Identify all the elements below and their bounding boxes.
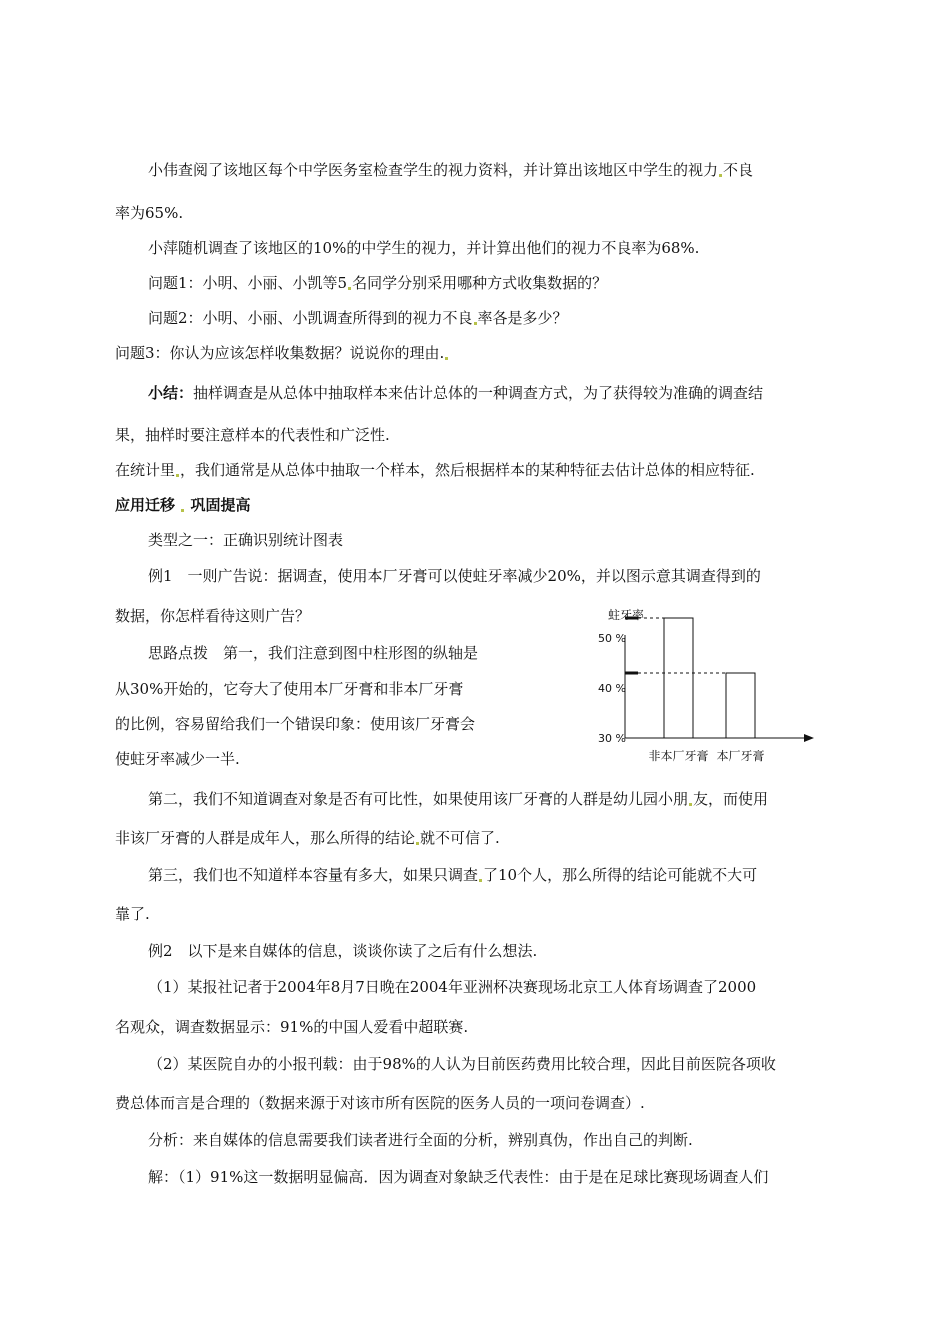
second-point: 第二，我们不知道调查对象是否有可比性，如果使用该厂牙膏的人群是幼儿园小朋 友，而使用 xyxy=(148,790,769,808)
type-heading: 类型之一：正确识别统计图表 xyxy=(148,531,344,549)
category-label: 非本厂牙膏 xyxy=(648,749,709,763)
third-point: 第三，我们也不知道样本容量有多大，如果只调查 了10个人，那么所得的结论可能就不大可 xyxy=(148,866,758,884)
example-2: 例2 以下是来自媒体的信息，谈谈你读了之后有什么想法. xyxy=(148,942,538,960)
edit-mark-icon xyxy=(474,322,477,325)
question-3: 问题3：你认为应该怎样收集数据？说说你的理由. xyxy=(115,343,449,363)
hint-line-4: 使蛀牙率减少一半. xyxy=(115,750,240,768)
edit-mark-icon xyxy=(348,287,351,290)
example-1: 例1 一则广告说：据调查，使用本厂牙膏可以使蛀牙率减少20%，并以图示意其调查得到的 xyxy=(148,567,761,585)
hint-line-3: 的比例，容易留给我们一个错误印象：使用该厂牙膏会 xyxy=(115,715,476,733)
item-2-cont: 费总体而言是合理的（数据来源于对该市所有医院的医务人员的一项问卷调查）. xyxy=(115,1094,645,1112)
edit-mark-icon xyxy=(689,803,692,806)
edit-mark-icon xyxy=(719,174,722,177)
item-1: （1）某报社记者于2004年8月7日晚在2004年亚洲杯决赛现场北京工人体育场调查了2000 xyxy=(148,978,757,996)
edit-mark-icon xyxy=(479,879,482,882)
summary-cont: 果，抽样时要注意样本的代表性和广泛性. xyxy=(115,426,390,444)
edit-mark-icon xyxy=(416,842,419,845)
item-2: （2）某医院自办的小报刊载：由于98%的人认为目前医药费用比较合理，因此目前医院各项收 xyxy=(148,1055,776,1073)
question-1: 问题1：小明、小丽、小凯等5 名同学分别采用哪种方式收集数据的？ xyxy=(148,274,608,292)
hint-line-2: 从30%开始的，它夸大了使用本厂牙膏和非本厂牙膏 xyxy=(115,680,464,698)
x-axis-arrow xyxy=(804,734,814,742)
question-2: 问题2：小明、小丽、小凯调查所得到的视力不良 率各是多少？ xyxy=(148,309,568,327)
para-xiaowei-cont: 率为65%. xyxy=(115,204,184,222)
example-1-cont: 数据，你怎样看待这则广告？ xyxy=(115,607,311,625)
bar-other-brand xyxy=(664,618,693,738)
toothpaste-bar-chart xyxy=(592,600,832,770)
hint-line-1: 思路点拨 第一，我们注意到图中柱形图的纵轴是 xyxy=(148,644,479,662)
summary: 小结：抽样调查是从总体中抽取样本来估计总体的一种调查方式，为了获得较为准确的调查结 xyxy=(148,384,764,402)
para-xiaoping: 小萍随机调查了该地区的10%的中学生的视力，并计算出他们的视力不良率为68%. xyxy=(148,239,700,257)
edit-mark-icon xyxy=(181,509,184,512)
solution: 解：（1）91%这一数据明显偏高．因为调查对象缺乏代表性：由于是在足球比赛现场调查人们 xyxy=(148,1168,769,1186)
y-tick-label: 30 % xyxy=(598,732,626,745)
y-tick-label: 40 % xyxy=(598,682,626,695)
bar-this-brand xyxy=(726,673,755,738)
second-point-cont: 非该厂牙膏的人群是成年人，那么所得的结论 就不可信了. xyxy=(115,829,500,847)
category-label: 本厂牙膏 xyxy=(716,749,765,763)
y-axis-label: 蛀牙率 xyxy=(608,608,645,622)
edit-mark-icon xyxy=(176,474,179,477)
para-xiaowei: 小伟查阅了该地区每个中学医务室检查学生的视力资料，并计算出该地区中学生的视力 不良 xyxy=(148,161,754,179)
third-point-cont: 靠了. xyxy=(115,905,150,923)
item-1-cont: 名观众，调查数据显示：91%的中国人爱看中超联赛. xyxy=(115,1018,469,1036)
y-tick-label: 50 % xyxy=(598,632,626,645)
section-heading: 应用迁移 巩固提高 xyxy=(115,496,251,514)
stats-statement: 在统计里 ，我们通常是从总体中抽取一个样本，然后根据样本的某种特征去估计总体的相应特征. xyxy=(115,461,755,479)
analysis: 分析：来自媒体的信息需要我们读者进行全面的分析，辨别真伪，作出自己的判断. xyxy=(148,1131,693,1149)
edit-mark-icon xyxy=(445,357,448,360)
summary-label: 小结： xyxy=(148,384,194,402)
